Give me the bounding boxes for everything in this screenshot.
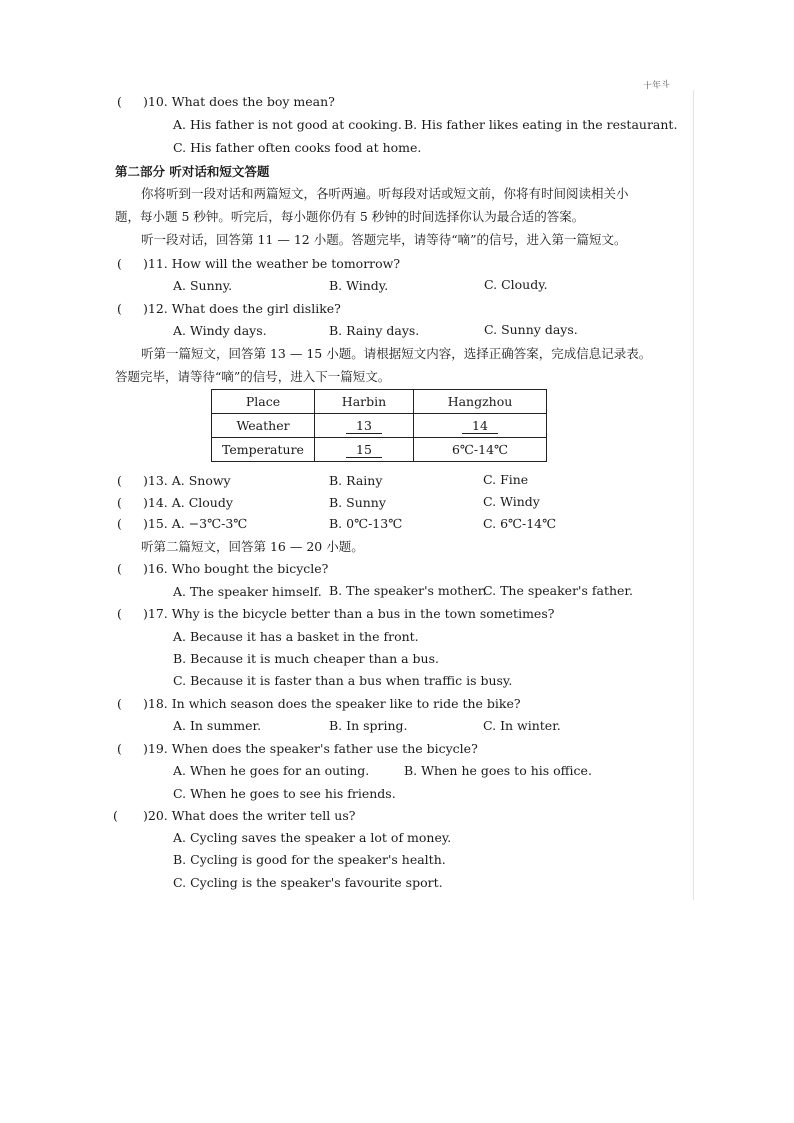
question-16-option-c: C. The speaker's father.	[483, 583, 633, 598]
answer-paren: (	[117, 495, 122, 510]
answer-paren: (	[117, 696, 122, 711]
question-18-option-a: A. In summer.	[173, 718, 262, 733]
table-label-weather: Weather	[212, 414, 315, 438]
question-18-option-c: C. In winter.	[483, 718, 561, 733]
question-11-option-c: C. Cloudy.	[484, 277, 548, 292]
question-17-option-b: B. Because it is much cheaper than a bus.	[173, 651, 439, 666]
passage-1-note-line-2: 答题完毕，请等待“嘀”的信号，进入下一篇短文。	[115, 369, 391, 384]
part-2-heading: 第二部分 听对话和短文答题	[115, 164, 270, 179]
question-19-option-a: A. When he goes for an outing.	[173, 763, 370, 778]
question-13-stem: )13. A. Snowy	[143, 473, 231, 488]
question-18-option-b: B. In spring.	[329, 718, 408, 733]
answer-blank-13: 13	[346, 419, 382, 434]
question-10-option-c: C. His father often cooks food at home.	[173, 140, 422, 155]
question-18-stem: )18. In which season does the speaker like to ride the bike?	[143, 696, 521, 711]
answer-paren: (	[113, 808, 118, 823]
question-10-option-a: A. His father is not good at cooking.	[173, 117, 402, 132]
part-2-intro-line-2: 题，每小题 5 秒钟。听完后，每小题你仍有 5 秒钟的时间选择你认为最合适的答案。	[115, 209, 585, 224]
question-14-option-b: B. Sunny	[329, 495, 386, 510]
table-header-place: Place	[212, 390, 315, 414]
question-13-option-c: C. Fine	[483, 472, 529, 487]
question-20-stem: )20. What does the writer tell us?	[143, 808, 356, 823]
question-12-option-b: B. Rainy days.	[329, 323, 420, 338]
answer-blank-14: 14	[462, 419, 498, 434]
question-12-option-a: A. Windy days.	[173, 323, 267, 338]
information-record-table	[211, 389, 547, 462]
table-cell-hangzhou-temperature: 6℃-14℃	[414, 438, 547, 462]
answer-paren: (	[117, 741, 122, 756]
question-11-option-a: A. Sunny.	[173, 278, 233, 293]
question-15-stem: )15. A. −3℃-3℃	[143, 516, 248, 531]
question-14-stem: )14. A. Cloudy	[143, 495, 233, 510]
table-cell-harbin-weather	[315, 414, 414, 438]
question-17-option-a: A. Because it has a basket in the front.	[173, 629, 419, 644]
question-16-option-a: A. The speaker himself.	[173, 584, 322, 599]
part-2-intro-line-1: 你将听到一段对话和两篇短文，各听两遍。听每段对话或短文前，你将有时间阅读相关小	[141, 186, 629, 201]
table-row-temperature	[212, 438, 547, 462]
question-15-option-b: B. 0℃-13℃	[329, 516, 403, 531]
answer-blank-15: 15	[346, 443, 382, 458]
question-19-option-b: B. When he goes to his office.	[404, 763, 592, 778]
answer-paren: (	[117, 561, 122, 576]
corner-handwriting-mark: 十年斗	[642, 80, 671, 92]
question-12-stem: )12. What does the girl dislike?	[143, 301, 341, 316]
question-10-stem: )10. What does the boy mean?	[143, 94, 335, 109]
question-19-option-c: C. When he goes to see his friends.	[173, 786, 396, 801]
table-header-hangzhou: Hangzhou	[414, 390, 547, 414]
answer-paren: (	[117, 301, 122, 316]
page-edge-line	[693, 90, 694, 900]
question-11-stem: )11. How will the weather be tomorrow?	[143, 256, 401, 271]
answer-paren: (	[117, 94, 122, 109]
table-row-weather	[212, 414, 547, 438]
question-20-option-c: C. Cycling is the speaker's favourite sport.	[173, 875, 443, 890]
answer-paren: (	[117, 606, 122, 621]
question-10-option-b: B. His father likes eating in the restaurant.	[404, 117, 678, 132]
table-cell-hangzhou-weather	[414, 414, 547, 438]
answer-paren: (	[117, 516, 122, 531]
dialog-note: 听一段对话，回答第 11 — 12 小题。答题完毕，请等待“嘀”的信号，进入第一篇短文。	[141, 232, 627, 247]
table-cell-harbin-temperature	[315, 438, 414, 462]
question-15-option-c: C. 6℃-14℃	[483, 516, 557, 531]
question-16-stem: )16. Who bought the bicycle?	[143, 561, 329, 576]
question-12-option-c: C. Sunny days.	[484, 322, 578, 337]
question-19-stem: )19. When does the speaker's father use the bicycle?	[143, 741, 478, 756]
passage-1-note-line-1: 听第一篇短文，回答第 13 — 15 小题。请根据短文内容，选择正确答案，完成信息记录表。	[141, 346, 652, 361]
question-11-option-b: B. Windy.	[329, 278, 389, 293]
question-13-option-b: B. Rainy	[329, 473, 383, 488]
question-17-option-c: C. Because it is faster than a bus when traffic is busy.	[173, 673, 513, 688]
question-20-option-a: A. Cycling saves the speaker a lot of money.	[173, 830, 452, 845]
question-14-option-c: C. Windy	[483, 494, 540, 509]
table-label-temperature: Temperature	[212, 438, 315, 462]
table-header-harbin: Harbin	[315, 390, 414, 414]
passage-2-note: 听第二篇短文，回答第 16 — 20 小题。	[141, 539, 364, 554]
question-17-stem: )17. Why is the bicycle better than a bus in the town sometimes?	[143, 606, 555, 621]
question-16-option-b: B. The speaker's mother.	[329, 583, 487, 598]
answer-paren: (	[117, 256, 122, 271]
table-header-row	[212, 390, 547, 414]
question-20-option-b: B. Cycling is good for the speaker's health.	[173, 852, 446, 867]
answer-paren: (	[117, 473, 122, 488]
